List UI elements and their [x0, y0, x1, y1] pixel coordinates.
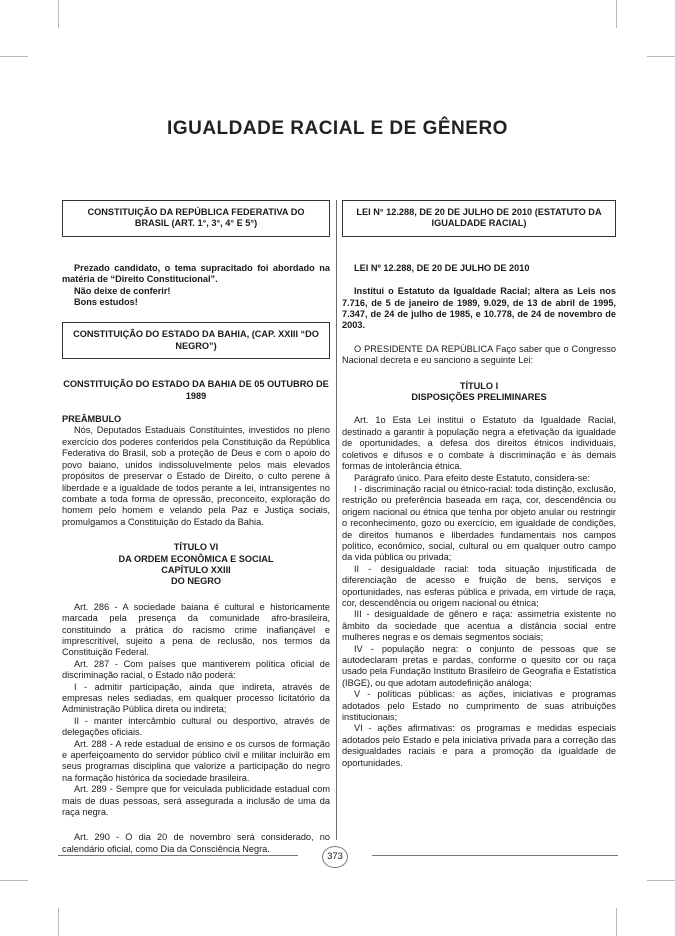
crop-mark — [616, 0, 617, 28]
crop-mark — [647, 56, 675, 57]
article-paragraph: VI - ações afirmativas: os programas e medidas especiais adotados pelo Estado e pela iniciativa privada para a correção das desigualdades raciais e para a promoção da igualdade de oportunidades. — [342, 723, 616, 768]
law-ementa: Institui o Estatuto da Igualdade Racial; altera as Leis nos 7.716, de 5 de janeiro de 1989, 9.029, de 13 de abril de 1995, 7.347, de 24 de julho de 1985, e 10.778, de 24 de novembro de 2003. — [342, 286, 616, 331]
footer-rule-left — [58, 855, 298, 856]
law-intro: O PRESIDENTE DA REPÚBLICA Faço saber que o Congresso Nacional decreta e eu sanciono a seguinte Lei: — [342, 343, 616, 366]
title-block — [342, 381, 616, 404]
bahia-heading: CONSTITUIÇÃO DO ESTADO DA BAHIA DE 05 OUTUBRO DE 1989 — [63, 379, 329, 401]
article-paragraph: V - políticas públicas: as ações, iniciativas e programas adotados pelo Estado no cumprimento de suas atribuições institucionais; — [342, 689, 616, 723]
article-paragraph: Art. 289 - Sempre que for veiculada publicidade estadual com mais de duas pessoas, será assegurada a inclusão de uma da raça negra. — [62, 784, 330, 818]
article-paragraph: Art. 288 - A rede estadual de ensino e os cursos de formação e aperfeiçoamento do servidor público civil e militar incluirão em seus programas disciplina que valorize a participação do negro na formação histórica da sociedade brasileira. — [62, 738, 330, 783]
article-paragraph: IV - população negra: o conjunto de pessoas que se autodeclaram pretas e pardas, conforme o quesito cor ou raça usado pela Fundação Instituto Brasileiro de Geografia e Estatística (IBGE), ou que adotam autodefinição análoga; — [342, 643, 616, 688]
section-box-lei: LEI N° 12.288, DE 20 DE JULHO DE 2010 (ESTATUTO DA IGUALDADE RACIAL) — [342, 200, 616, 237]
article-paragraph: I - admitir participação, ainda que indireta, através de empresas neles sediadas, em qualquer processo licitatório da Administração Pública direta ou indireta; — [62, 681, 330, 715]
preambulo-text: Nós, Deputados Estaduais Constituintes, investidos no pleno exercício dos poderes conferidos pela Constituição da República Federativa do Brasil, sob a proteção de Deus e com o apoio do povo baiano, unidos indissoluvelmente pelos mais elevados propósitos de preservar o Estado de Direito, o culto perene à liberdade e a igualdade de todos perante a lei, intransigentes no combate a toda forma de opressão, preconceito, exploração do homem pelo homem e velando pela Paz e Justiça sociais, promulgamos a Constituição do Estado da Bahia. — [62, 425, 330, 527]
crop-mark — [58, 0, 59, 28]
crop-mark — [58, 908, 59, 936]
section-box-bahia: CONSTITUIÇÃO DO ESTADO DA BAHIA, (CAP. XXIII “DO NEGRO”) — [62, 322, 330, 359]
page-title: IGUALDADE RACIAL E DE GÊNERO — [167, 118, 508, 139]
law-title: LEI Nº 12.288, DE 20 DE JULHO DE 2010 — [354, 262, 530, 273]
section-box-cf: CONSTITUIÇÃO DA REPÚBLICA FEDERATIVA DO BRASIL (ART. 1°, 3°, 4° E 5°) — [62, 200, 330, 237]
title-line: TÍTULO I — [459, 380, 499, 391]
crop-mark — [647, 880, 675, 881]
crop-mark — [0, 56, 28, 57]
crop-mark — [616, 908, 617, 936]
article-paragraph: II - desigualdade racial: toda situação injustificada de diferenciação de acesso e fruição de bens, serviços e oportunidades, nas esferas pública e privada, em virtude de raça, cor, descendência ou origem nacional ou étnica; — [342, 563, 616, 608]
title-line: DISPOSIÇÕES PRELIMINARES — [411, 392, 547, 403]
article-paragraph: Art. 287 - Com países que mantiverem política oficial de discriminação racial, o Estado não poderá: — [62, 658, 330, 681]
left-column — [62, 200, 330, 855]
article-paragraph: I - discriminação racial ou étnico-racial: toda distinção, exclusão, restrição ou preferência baseada em raça, cor, descendência ou origem nacional ou étnica que tenha por objeto anular ou restringir o reconhecimento, gozo ou exercício, em igualdade de condições, de direitos humanos e liberdades fundamentais nos campos político, econômico, social, cultural ou em qualquer outro campo da vida pública ou privada; — [342, 483, 616, 563]
note-line: Bons estudos! — [74, 297, 138, 308]
article-paragraph: Parágrafo único. Para efeito deste Estatuto, considera-se: — [354, 472, 590, 483]
article-paragraph: III - desigualdade de gênero e raça: assimetria existente no âmbito da sociedade que acentua a distância social entre mulheres negras e os demais segmentos sociais; — [342, 609, 616, 643]
right-column — [342, 200, 616, 769]
preambulo-label: PREÂMBULO — [62, 414, 122, 425]
candidate-note — [62, 263, 330, 309]
title-line: DA ORDEM ECONÔMICA E SOCIAL — [118, 553, 274, 564]
article-paragraph: Art. 290 - O dia 20 de novembro será considerado, no calendário oficial, como Dia da Consciência Negra. — [62, 832, 330, 854]
title-line: DO NEGRO — [170, 576, 222, 587]
column-divider — [336, 200, 337, 840]
crop-mark — [0, 880, 28, 881]
article-paragraph: Art. 1o Esta Lei institui o Estatuto da Igualdade Racial, destinado a garantir à população negra a efetivação da igualdade de oportunidades, a defesa dos direitos étnicos individuais, coletivos e difusos e o combate à discriminação e às demais formas de intolerância étnica. — [342, 415, 616, 472]
note-line: Prezado candidato, o tema supracitado foi abordado na matéria de “Direito Constitucional”. — [62, 262, 330, 285]
article-paragraph: II - manter intercâmbio cultural ou desportivo, através de delegações oficiais. — [62, 715, 330, 738]
footer-rule-right — [372, 855, 618, 856]
article-paragraph: Art. 286 - A sociedade baiana é cultural e historicamente marcada pela presença da comunidade afro-brasileira, constituindo a prática do racismo crime inafiançável e imprescritível, sujeito a pena de reclusão, nos termos da Constituição Federal. — [62, 601, 330, 658]
title-block — [62, 542, 330, 588]
page-number: 373 — [322, 846, 348, 868]
note-line: Não deixe de conferir! — [74, 285, 171, 296]
title-line: CAPÍTULO XXIII — [161, 564, 231, 575]
title-line: TÍTULO VI — [173, 542, 219, 553]
